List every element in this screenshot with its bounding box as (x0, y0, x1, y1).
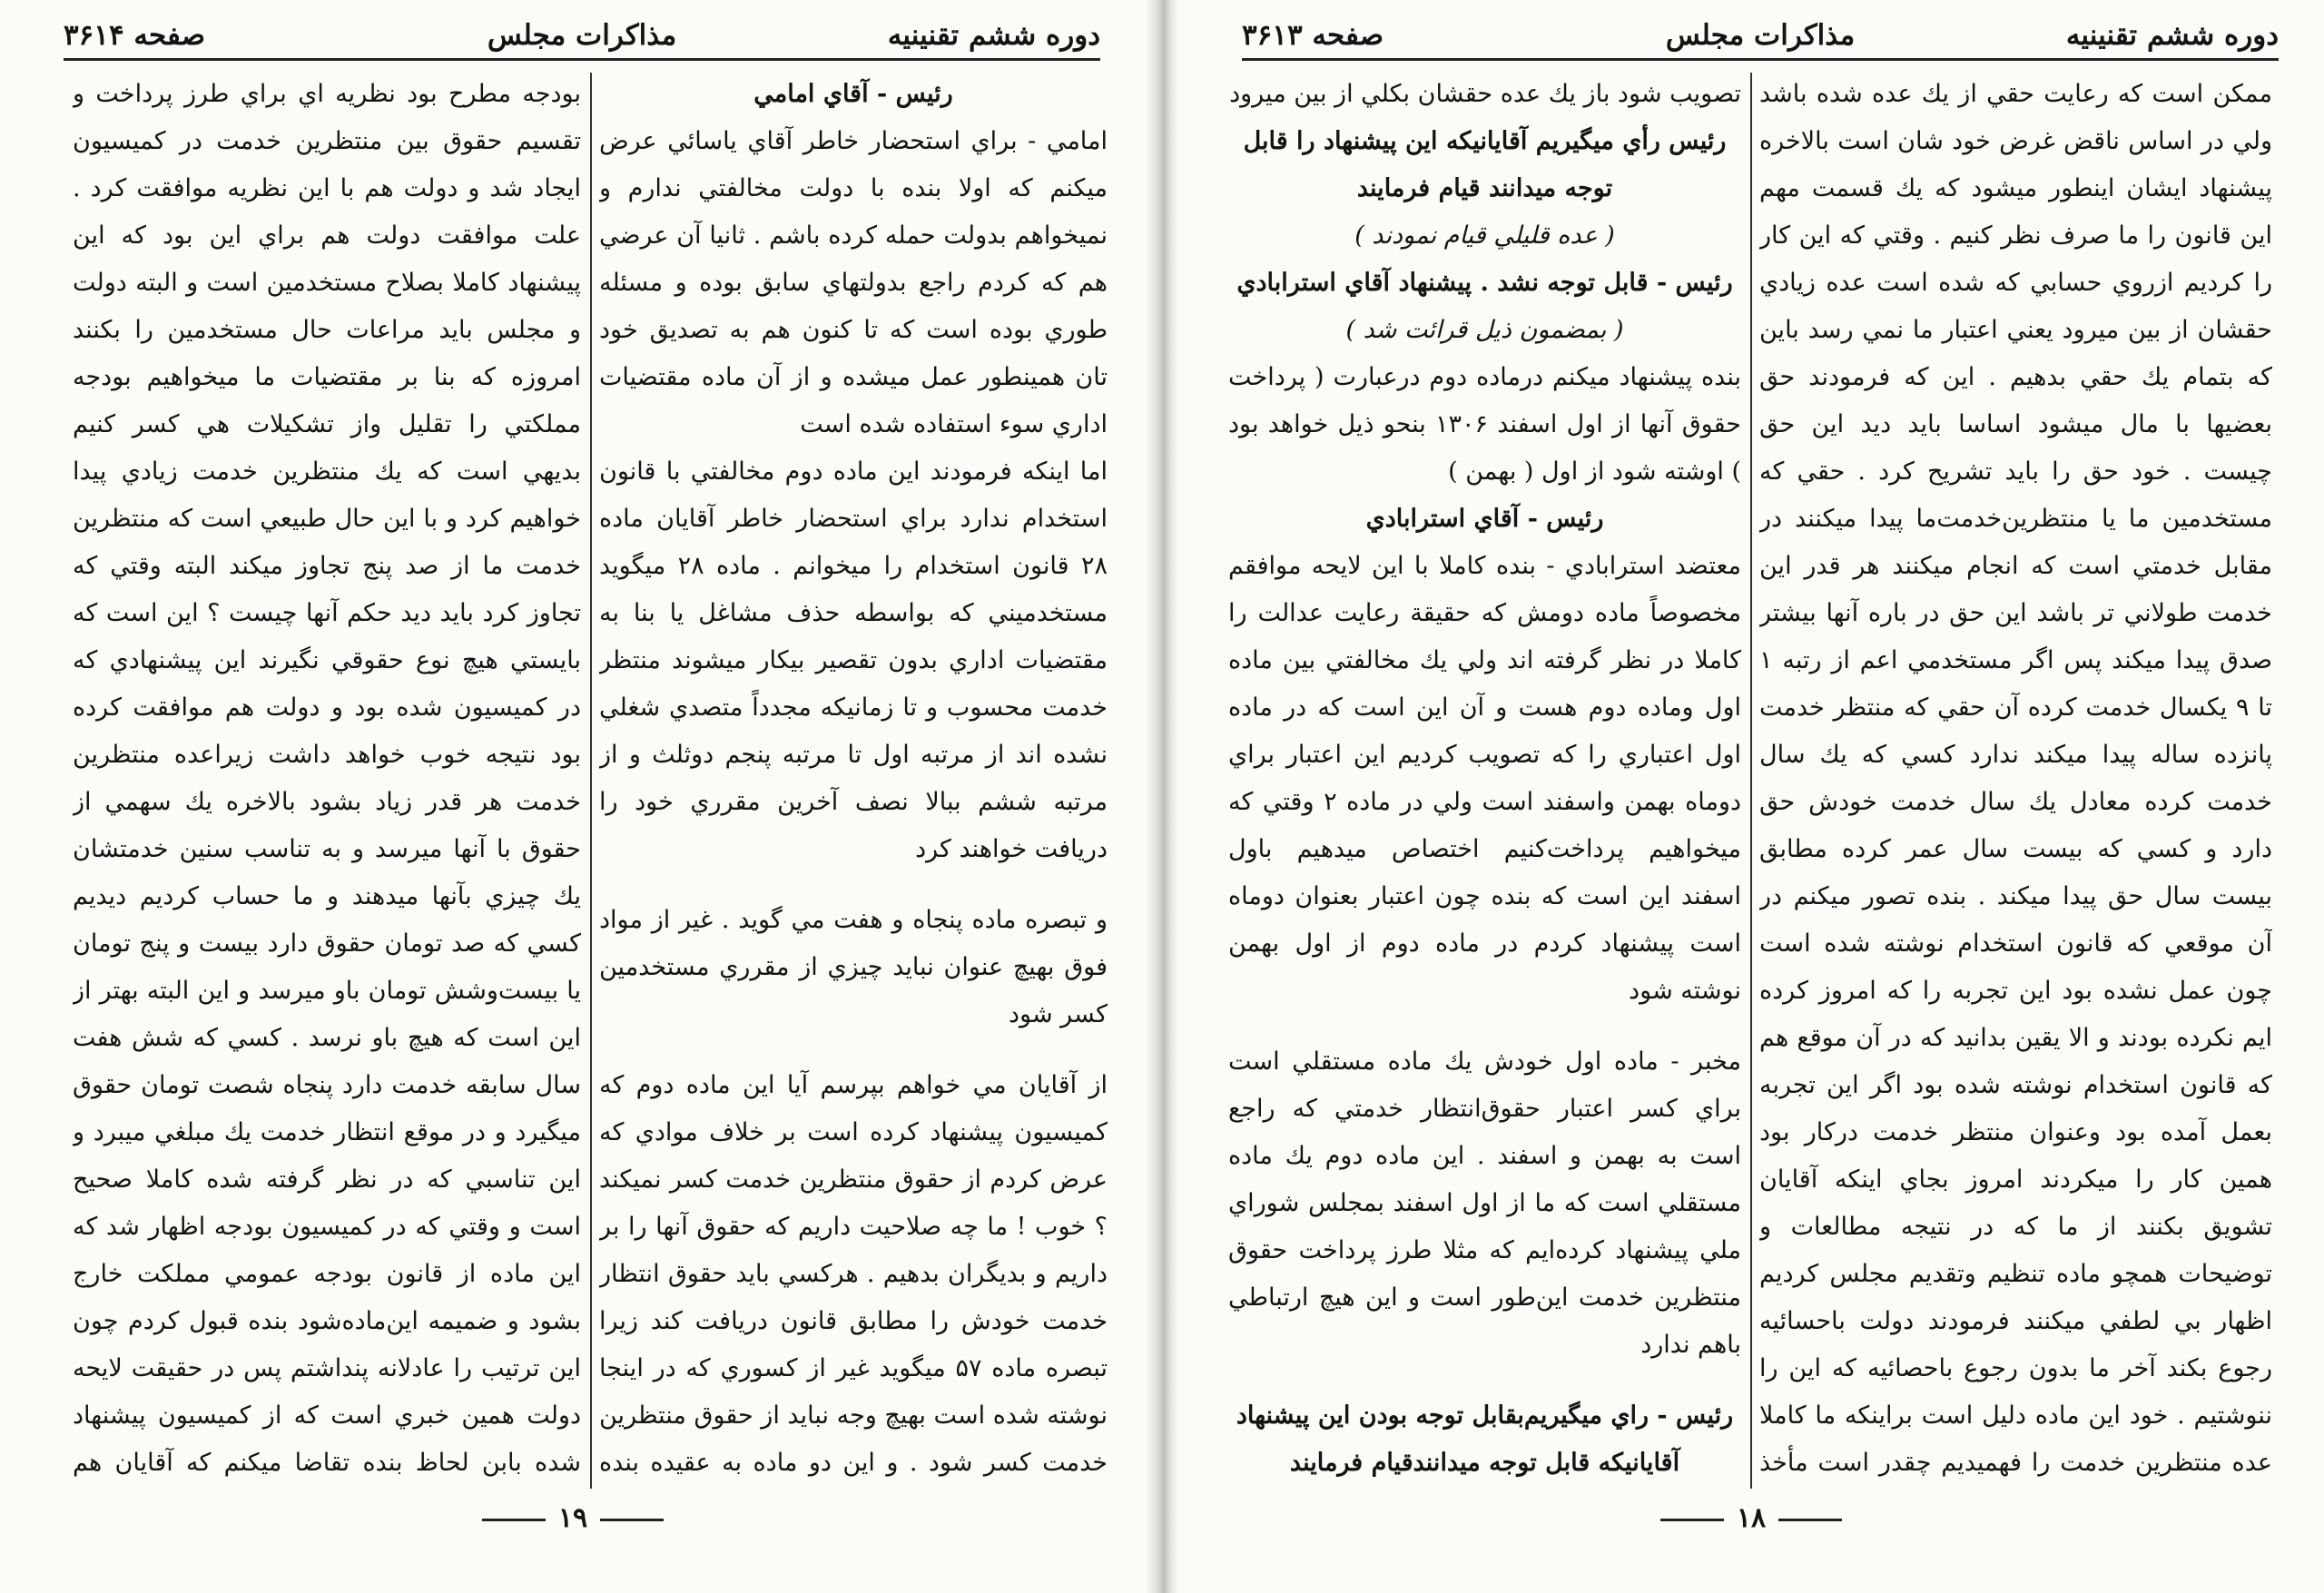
paragraph-gap (1228, 1369, 1741, 1392)
paragraph-gap (599, 1038, 1108, 1062)
paragraph: مخبر - ماده اول خودش يك ماده مستقلي است براي كسر اعتبار حقوق‌انتظار خدمتي كه راجع است به بهمن و اسفند . اين ماده دوم يك ماده مستقلي است كه ما از اول اسفند بمجلس شوراي ملي پيشنهاد كرده‌ايم كه مثلا طرز پرداخت حقوق منتظرين خدمت اين‌طور است و اين هيچ ارتباطي باهم ندارد (1228, 1047, 1741, 1359)
session-label: دوره ششم تقنينيه (887, 19, 1100, 52)
paragraph: و تبصره ماده پنجاه و هفت مي گويد . غير از مواد فوق بهيچ عنوان نبايد چيزي از مقرري مستخدمين كسر شود (599, 906, 1108, 1028)
text-column-left (73, 71, 581, 1487)
left-page (0, 0, 1146, 1593)
session-label: دوره ششم تقنينيه (2065, 19, 2279, 52)
speaker-line: رئيس - راي ميگيريم‌بقابل توجه بودن اين پيشنهاد آقايانيكه قابل توجه ميدانند‌قيام فرمايند (1236, 1401, 1734, 1477)
page-footer (1178, 1502, 2324, 1534)
text-column-left (1228, 71, 1741, 1487)
header-rule (1242, 58, 2279, 61)
column-divider (590, 73, 592, 1489)
footer-page-number: ۱۹ (557, 1502, 588, 1534)
paragraph: امامي - براي استحضار خاطر آقاي ياسائي عرض ميكنم كه اولا بنده با دولت مخالفتي ندارم و نميخواهم بدولت حمله كرده باشم . ثانيا آن عرضي هم كه كردم راجع بدولتهاي سابق بوده و مسئله طوري بوده است كه تا كنون هم به تصديق خود تان همينطور عمل ميشده و از آن ماده مقتضيات اداري سوء استفاده شده است (599, 127, 1108, 438)
speaker-line: رئيس رأي ميگيريم آقايانيكه اين پيشنهاد را قابل توجه ميدانند قيام فرمايند (1243, 127, 1727, 202)
paragraph: بنده پيشنهاد ميكنم درماده دوم درعبارت ( پرداخت حقوق آنها از اول اسفند ۱۳۰۶ بنحو ذيل خواهد بود ) اوشته شود از اول ( بهمن ) (1228, 363, 1741, 486)
speaker-line: رئيس - آقاي استرابادي (1365, 505, 1604, 533)
page-number-label: صفحه ۳۶۱۳ (1242, 19, 1384, 52)
paragraph: ممكن است كه رعايت حقي از يك عده شده باشد ولي در اساس ناقض غرض خود شان است بالاخره پيشنهاد ايشان اينطور ميشود كه يك قسمت مهم اين قانون را ما صرف نظر كنيم . وقتي كه اين كار را كرديم ازروي حسابي كه شده است عده زيادي حقشان از بين ميرود يعني اعتبار ما نمي رسد باين كه بتمام يك حقي بدهيم . اين كه فرمودند حق بعضيها با مال ميشود اساسا بايد ديد اين حق چيست . خود حق را بايد تشريح كرد . حقي كه مستخدمين ما يا منتظرين‌خدمت‌ما پيدا ميكنند در مقابل خدمتي است كه انجام ميكنند هر قدر اين خدمت طولاني تر باشد اين حق در باره آنها بيشتر صدق پيدا ميكند پس اگر مستخدمي اعم از رتبه ۱ تا ۹ يكسال خدمت كرده آن حقي كه منتظر خدمت پانزده ساله پيدا ميكند ندارد كسي كه يك سال خدمت كرده معادل يك سال خدمت خودش حق دارد و كسي كه بيست سال عمر كرده مطابق بيست سال حق پيدا ميكند . بنده تصور ميكنم در آن موقعي كه قانون استخدام نوشته شده است چون عمل نشده بود اين تجربه را كه امروز كرده ايم نكرده بودند و الا يقين بدانيد كه در آن موقع هم كه قانون استخدام نوشته شده بود اگر اين تجربه بعمل آمده بود وعنوان منتظر خدمت دركار بود همين كار را ميكردند امروز بجاي اينكه آقايان تشويق بكنند از ما كه در نتيجه مطالعات و توضيحات همچو ماده تنظيم وتقديم مجلس كرديم اظهار بي لطفي ميكنند فرمودند دولت باحسائيه رجوع بكند آخر ما بدون رجوع باحصائيه كه اين را ننوشتيم . خود اين ماده دليل است براينكه ما كاملا عده منتظرين خدمت را فهميديم چقدر است مأخذ (1759, 80, 2272, 1477)
paragraph-gap (599, 873, 1108, 897)
paragraph: تصويب شود باز يك عده حقشان بكلي از بين ميرود (1229, 80, 1741, 108)
paragraph: بودجه مطرح بود نظريه اي براي طرز پرداخت و تقسيم حقوق بين منتظرين خدمت در كميسيون ايجاد شد و دولت هم با اين نظريه موافقت كرد . علت موافقت دولت هم براي اين بود كه اين پيشنهاد كاملا بصلاح مستخدمين است و البته دولت و مجلس بايد مراعات حال مستخدمين را بكنند امروزه كه بنا بر مقتضيات ما ميخواهيم بودجه مملكتي را تقليل واز تشكيلات هي كسر كنيم بديهي است كه يك منتظرين خدمت زيادي پيدا خواهيم كرد و با اين حال طبيعي است كه منتظرين خدمت ما از صد پنج تجاوز ميكند البته وقتي كه تجاوز كرد بايد ديد حكم آنها چيست ؟ اين است كه بايستي هيچ نوع حقوقي نگيرند اين پيشنهادي كه در كميسيون شده بود و دولت هم موافقت كرده بود نتيجه خوب خواهد داشت زيراعده منتظرين خدمت هر قدر زياد بشود بالاخره يك سهمي از حقوق با آنها ميرسد و به تناسب سنين خدمتشان يك چيزي بآنها ميدهند و ما حساب كرديم ديديم كسي كه صد تومان حقوق دارد بيست و پنج تومان يا بيست‌وشش تومان باو ميرسد و اين البته بهتر از اين است كه هيچ باو نرسد . كسي كه شش هفت سال سابقه خدمت دارد پنجاه شصت تومان حقوق ميگيرد و در موقع انتظار خدمت يك مبلغي ميبرد و اين تناسبي كه در نظر گرفته شده كاملا صحيح است و وقتي كه در كميسيون بودجه اظهار شد كه اين ماده از قانون بودجه عمومي مملكت خارج بشود و ضميمه اين‌ماده‌شود بنده قبول كردم چون اين ترتيب را عادلانه پنداشتم پس در حقيقت لايحه دولت همين خبري است كه از كميسيون پيشنهاد شده بابن لحاظ بنده تقاضا ميكنم كه آقايان هم (73, 80, 581, 1477)
text-column-right (599, 71, 1108, 1487)
page-number-label: صفحه ۳۶۱۴ (64, 19, 206, 52)
footer-page-number: ۱۸ (1736, 1502, 1767, 1534)
paragraph-gap (1228, 1015, 1741, 1038)
paragraph: معتضد استرابادي - بنده كاملا با اين لايحه موافقم مخصوصاً ماده دومش كه حقيقة رعايت عدالت را كاملا در نظر گرفته اند ولي يك مخالفتي بين ماده اول وماده دوم هست و آن اين است كه در ماده اول اعتباري را كه تصويب كرديم اين اعتبار براي دوماه بهمن واسفند است ولي در ماده ۲ وقتي كه ميخواهيم پرداخت‌كنيم اختصاص ميدهيم باول اسفند اين است كه بنده چون اعتبار بعنوان دوماه است پيشنهاد كردم در ماده دوم از اول بهمن نوشته شود (1228, 552, 1741, 1005)
page-header (1242, 13, 2279, 58)
right-page (1178, 0, 2324, 1593)
column-divider (1750, 73, 1752, 1489)
stage-note: ( عده قليلي قيام نمودند ) (1354, 221, 1615, 250)
page-footer (0, 1502, 1146, 1534)
stage-note: ( بمضمون ذيل قرائت شد ) (1345, 316, 1624, 344)
speaker-line: رئيس - قابل توجه نشد . پيشنهاد آقاي استرابادي (1236, 269, 1733, 297)
journal-title: مذاكرات مجلس (1665, 19, 1856, 52)
page-header (64, 13, 1100, 58)
journal-title: مذاكرات مجلس (487, 19, 677, 52)
book-gutter (1146, 0, 1178, 1593)
text-column-right (1759, 71, 2272, 1487)
header-rule (64, 58, 1100, 61)
paragraph: از آقايان مي خواهم بپرسم آيا اين ماده دوم كه كميسيون پيشنهاد كرده است بر خلاف موادي كه عرض كردم از حقوق منتظرين خدمت كسر نميكند ؟ خوب ! ما چه صلاحيت داريم كه حقوق آنها را بر داريم و بديگران بدهيم . هركسي بايد حقوق انتظار خدمت خودش را مطابق قانون دريافت كند زيرا تبصره ماده ۵۷ ميگويد غير از كسوري كه در اينجا نوشته شده است بهيچ وجه نبايد از حقوق منتظرين خدمت كسر شود . و اين دو ماده به عقيده بنده (599, 1071, 1108, 1477)
speaker-line: رئيس - آقاي امامي (753, 80, 953, 108)
paragraph: اما اينكه فرمودند اين ماده دوم مخالفتي با قانون استخدام ندارد براي استحضار خاطر آقايان ماده ۲۸ قانون استخدام را ميخوانم . ماده ۲۸ ميگويد مستخدميني كه بواسطه حذف مشاغل يا بنا به مقتضيات اداري بدون تقصير بيكار ميشوند منتظر خدمت محسوب و تا زمانيكه مجدداً متصدي شغلي نشده اند از مرتبه اول تا مرتبه پنجم دوثلث و از مرتبه ششم ببالا نصف آخرين مقرري خود را دريافت خواهند كرد (599, 457, 1108, 863)
